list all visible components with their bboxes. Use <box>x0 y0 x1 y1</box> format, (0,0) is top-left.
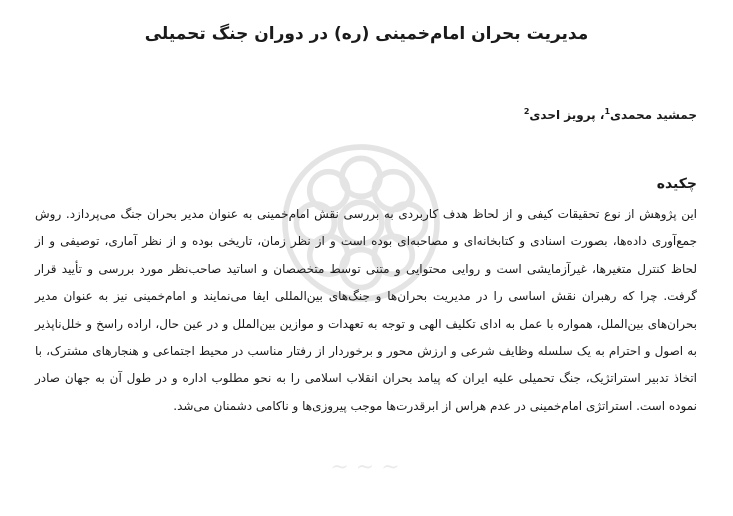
author-2-name: پرویز احدی <box>529 108 596 122</box>
author-1-name: جمشید محمدی <box>610 108 697 122</box>
abstract-heading: چکیده <box>656 176 697 192</box>
author-2-affiliation-mark: 2 <box>523 107 530 116</box>
author-separator: ، <box>595 108 605 122</box>
paper-title: مدیریت بحران امام‌خمینی (ره) در دوران جنگ تحمیلی <box>144 24 589 44</box>
institution-watermark-text: ~ ~ ~ <box>330 455 400 480</box>
abstract-body: این پژوهش از نوع تحقیقات کیفی و از لحاظ هدف کاربردی به بررسی نقش امام‌خمینی به عنوان مدیر بحران جنگ می‌پردازد. روش جمع‌آوری داده‌ها، بصورت اسنادی و کتابخانه‌ای و مصاحبه‌ای بوده است و از نظر زمان، تاریخی بوده و از نظر آماری، توصیفی و از لحاظ کنترل متغیرها، غیرآزمایشی است و روایی محتوایی و متنی توسط متخصصان و اساتید صاحب‌نظر مورد بررسی و تأیید قرار گرفت. چرا که رهبران نقش اساسی را در مدیریت بحران‌ها و جنگ‌های بین‌المللی ایفا می‌نمایند و امام‌خمینی نیز به عنوان مدیر بحران‌های بین‌الملل، همواره با عمل به ادای تکلیف الهی و توجه به تعهدات و موازین بین‌الملل و در عین حال، اراده راسخ و خلل‌ناپذیر به اصول و احترام به یک سلسله وظایف شرعی و ارزش محور و برخوردار از رفتار مناسب در محیط اجتماعی و هنجارهای مشترک، با اتخاذ تدبیر استراتژیک، جنگ تحمیلی علیه ایران که پیامد بحران انقلاب اسلامی را به نحو مطلوب اداره و در طول آن به جهان صادر نموده است. استراتژی امام‌خمینی در عدم هراس از ابرقدرت‌ها موجب پیروزی‌ها و ناکامی دشمنان می‌شد. <box>35 207 697 413</box>
author-1-affiliation-mark: 1 <box>604 107 611 116</box>
paper-authors <box>524 107 697 122</box>
